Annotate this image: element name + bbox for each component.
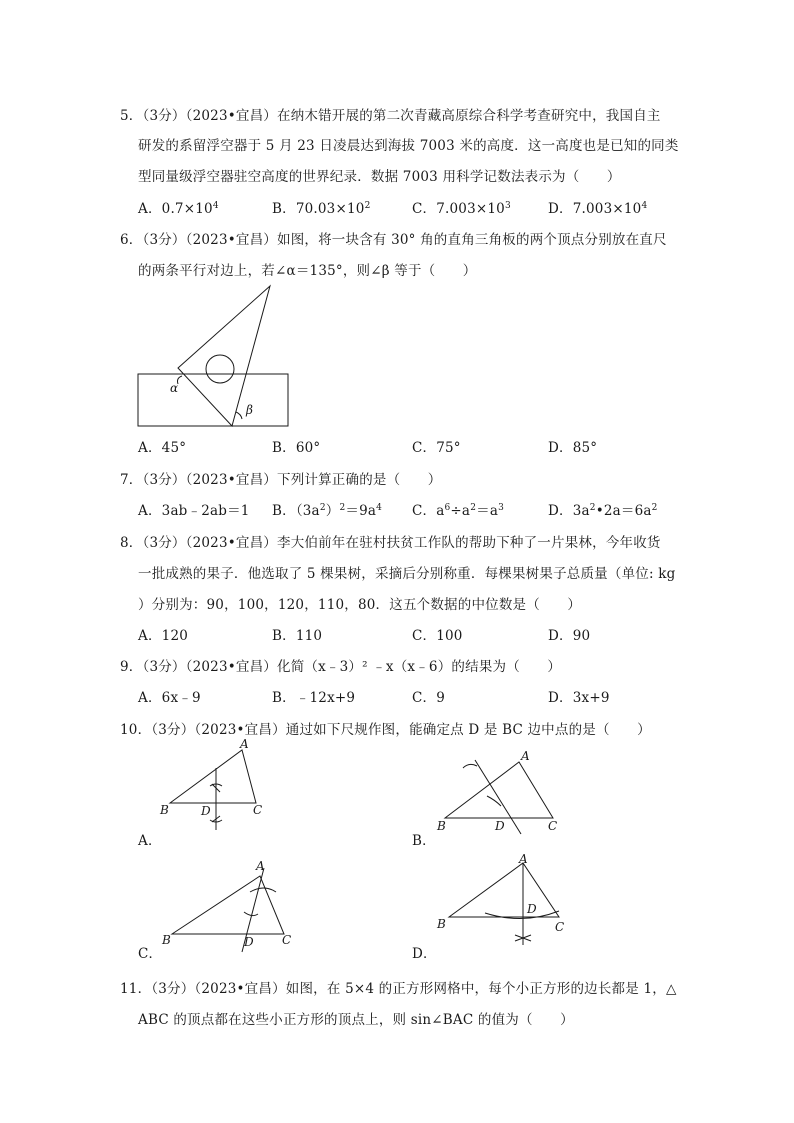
option-exponent: 6 bbox=[444, 503, 451, 513]
q6-option-d: D．85° bbox=[548, 440, 598, 456]
arc-mark bbox=[487, 796, 501, 806]
q7-stem: 7．（3分）（2023•宜昌）下列计算正确的是（ ） bbox=[120, 472, 442, 488]
q6-line1: 6．（3分）（2023•宜昌）如图，将一块含有 30° 角的直角三角板的两个顶点分别放在直尺 bbox=[120, 232, 667, 248]
q8-option-c: C．100 bbox=[412, 628, 463, 644]
option-exponent: 2 bbox=[589, 503, 596, 513]
beta-label: β bbox=[246, 403, 253, 417]
option-label: A． bbox=[138, 201, 162, 217]
q10-option-b: B． bbox=[412, 833, 436, 849]
q7-option-c bbox=[412, 499, 504, 519]
triangle bbox=[170, 750, 256, 803]
option-part: ＝9a bbox=[345, 503, 377, 519]
q5-line3: 型同量级浮空器驻空高度的世界纪录．数据 7003 用科学记数法表示为（ ） bbox=[138, 169, 621, 185]
point-c-label: C bbox=[548, 819, 558, 833]
option-exponent: 4 bbox=[376, 503, 383, 513]
point-c-label: C bbox=[555, 920, 565, 934]
q8-line3: ）分别为：90，100，120，110，80．这五个数据的中位数是（ ） bbox=[138, 597, 582, 613]
option-part: ＝a bbox=[476, 503, 499, 519]
option-base: 7.003×10 bbox=[572, 201, 642, 217]
q9-stem: 9．（3分）（2023•宜昌）化简（x﹣3）² ﹣x（x﹣6）的结果为（ ） bbox=[120, 659, 562, 675]
q8-line1: 8．（3分）（2023•宜昌）李大伯前年在驻村扶贫工作队的帮助下种了一片果林，今年收货 bbox=[120, 535, 661, 551]
q9-option-c: C．9 bbox=[412, 690, 446, 706]
q9-option-b: B．﹣12x+9 bbox=[272, 690, 356, 706]
q5-option-c bbox=[412, 197, 511, 217]
point-a-label: A bbox=[521, 749, 530, 763]
option-part: •2a＝6a bbox=[595, 503, 652, 519]
point-b-label: B bbox=[437, 819, 446, 833]
option-part: ÷a bbox=[450, 503, 471, 519]
q5-option-b bbox=[272, 197, 371, 217]
q10-option-a: A． bbox=[138, 833, 162, 849]
q5-line1: 5．（3分）（2023•宜昌）在纳木错开展的第二次青藏高原综合科学考查研究中，我国自主 bbox=[120, 108, 661, 124]
q11-line2: ABC 的顶点都在这些小正方形的顶点上，则 sin∠BAC 的值为（ ） bbox=[138, 1012, 574, 1028]
option-base: 0.7×10 bbox=[161, 201, 213, 217]
triangle bbox=[445, 762, 553, 818]
option-exponent: 2 bbox=[470, 503, 477, 513]
option-part: C．a bbox=[412, 503, 445, 519]
beta-arc bbox=[236, 412, 242, 419]
q10-figure-c bbox=[160, 858, 295, 953]
triangle bbox=[449, 863, 559, 917]
q8-line2: 一批成熟的果子．他选取了 5 棵果树，采摘后分别称重．每棵果树果子总质量（单位: kg bbox=[138, 566, 676, 582]
point-c-label: C bbox=[253, 803, 263, 817]
option-exponent: 4 bbox=[212, 201, 219, 211]
q6-option-c: C．75° bbox=[412, 440, 461, 456]
arc-mark bbox=[250, 888, 276, 892]
q10-figure-a bbox=[160, 738, 270, 833]
q10-figure-d bbox=[435, 852, 575, 947]
point-b-label: B bbox=[437, 917, 446, 931]
option-base: 7.003×10 bbox=[436, 201, 505, 217]
triangle bbox=[172, 876, 284, 934]
q6-line2: 的两条平行对边上，若∠α＝135°，则∠β 等于（ ） bbox=[138, 263, 477, 279]
ruler-rectangle bbox=[138, 374, 288, 426]
set-square-hole bbox=[206, 355, 234, 383]
q10-figure-b bbox=[435, 748, 565, 836]
option-part: D．3a bbox=[548, 503, 590, 519]
point-d-label: D bbox=[201, 804, 211, 818]
option-base: 70.03×10 bbox=[295, 201, 365, 217]
option-exponent: 2 bbox=[651, 503, 658, 513]
q7-option-b bbox=[272, 499, 382, 519]
option-exponent: 2 bbox=[339, 503, 346, 513]
option-exponent: 3 bbox=[504, 201, 511, 211]
q8-option-a: A．120 bbox=[138, 628, 189, 644]
arc-mark bbox=[244, 912, 258, 916]
q5-option-d bbox=[548, 197, 647, 217]
option-part: B．（3a bbox=[272, 503, 320, 519]
point-d-label: D bbox=[495, 819, 505, 833]
point-d-label: D bbox=[527, 902, 537, 916]
q10-stem: 10．（3分）（2023•宜昌）通过如下尺规作图，能确定点 D 是 BC 边中点的是（ ） bbox=[120, 722, 651, 738]
option-label: B． bbox=[272, 201, 296, 217]
q9-option-a: A．6x﹣9 bbox=[138, 690, 201, 706]
point-d-label: D bbox=[244, 935, 254, 949]
alpha-arc bbox=[178, 376, 183, 384]
point-c-label: C bbox=[282, 933, 292, 947]
q7-option-a: A．3ab﹣2ab＝1 bbox=[138, 503, 250, 519]
q8-option-d: D．90 bbox=[548, 628, 591, 644]
q11-line1: 11．（3分）（2023•宜昌）如图，在 5×4 的正方形网格中，每个小正方形的边长都是 1，△ bbox=[120, 981, 677, 997]
q5-option-a bbox=[138, 197, 219, 217]
q8-option-b: B．110 bbox=[272, 628, 323, 644]
alpha-label: α bbox=[170, 381, 179, 395]
option-exponent: 2 bbox=[319, 503, 326, 513]
point-b-label: B bbox=[162, 933, 171, 947]
q10-option-d: D． bbox=[412, 946, 437, 962]
point-a-label: A bbox=[256, 859, 265, 873]
q5-line2: 研发的系留浮空器于 5 月 23 日凌晨达到海拔 7003 米的高度．这一高度也是已知的同类 bbox=[138, 138, 679, 154]
point-a-label: A bbox=[240, 737, 249, 751]
option-exponent: 4 bbox=[641, 201, 648, 211]
point-a-label: A bbox=[519, 852, 528, 866]
option-label: D． bbox=[548, 201, 573, 217]
q7-option-d bbox=[548, 499, 658, 519]
q6-option-a: A．45° bbox=[138, 440, 187, 456]
option-exponent: 3 bbox=[498, 503, 505, 513]
option-label: C． bbox=[412, 201, 437, 217]
point-b-label: B bbox=[160, 803, 169, 817]
arc-mark bbox=[463, 764, 477, 768]
q6-ruler-triangle-figure bbox=[130, 280, 300, 430]
option-part: ） bbox=[325, 503, 340, 519]
q9-option-d: D．3x+9 bbox=[548, 690, 610, 706]
option-exponent: 2 bbox=[364, 201, 371, 211]
q6-option-b: B．60° bbox=[272, 440, 321, 456]
q10-option-c: C． bbox=[138, 946, 163, 962]
